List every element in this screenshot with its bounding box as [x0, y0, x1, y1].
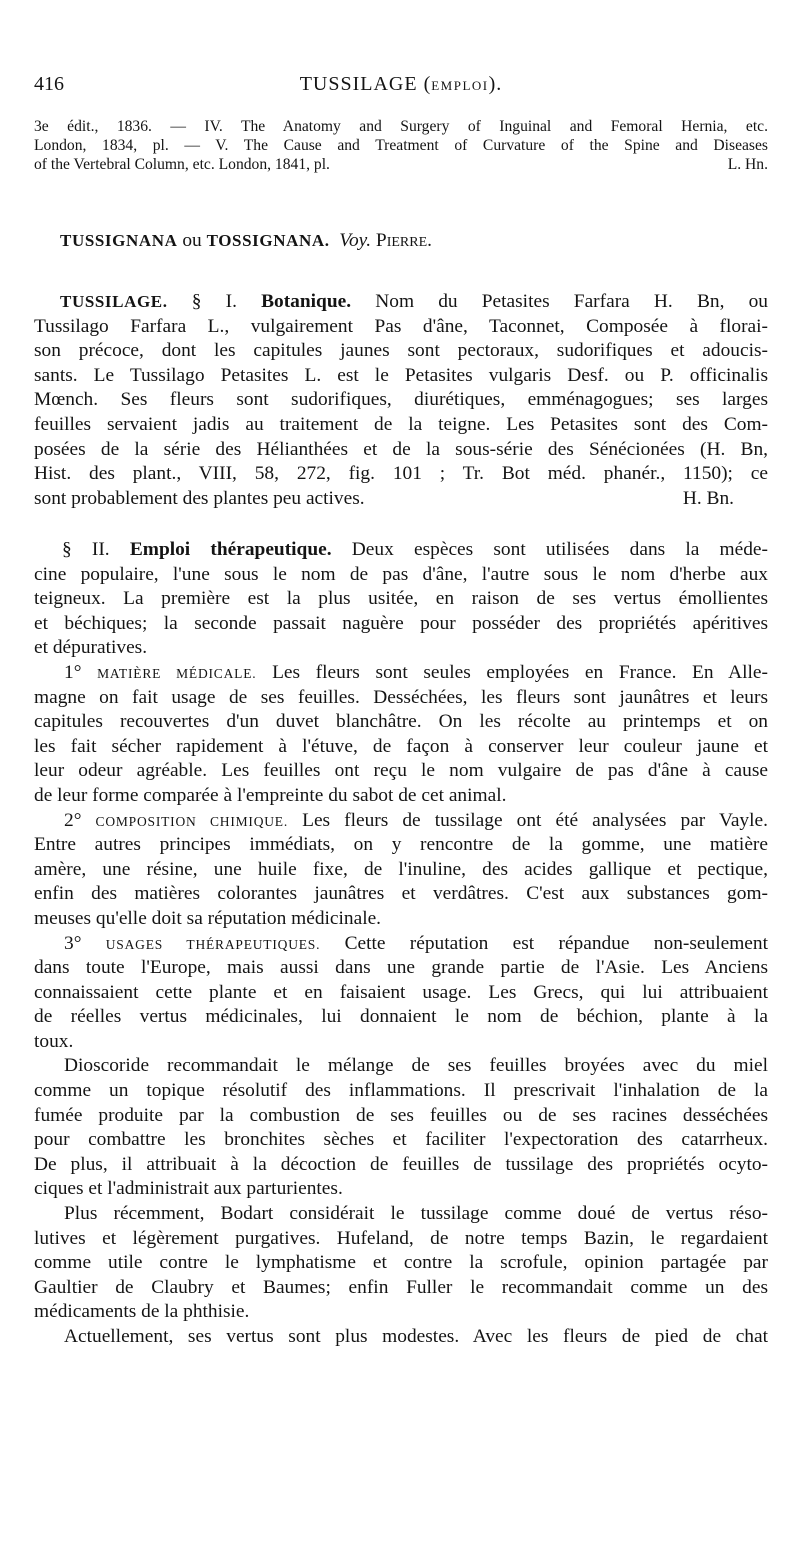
- subsection-composition: 2° COMPOSITION CHIMIQUE. Les fleurs de tussilage ont été analysées par Vayle.: [64, 809, 768, 831]
- signature: H. Bn.: [682, 487, 734, 509]
- entry-term: TUSSILAGE.: [60, 292, 168, 311]
- section-emploi: § II. Emploi thérapeutique. Deux espèces sont utilisées dans la méde- cine populaire, l'une sous le nom de pas d'âne, l'autre sous le nom d'herbe aux teigneux. La première est la plus usitée, en raison de ses vertus émollientes et béchiques; la seconde passait naguère pour posséder des propriétés apéritives et dépuratives. 1° MATIÈRE MÉDICALE. Les fleurs sont seules employées en France. En Alle- magne on fait usage de ses feuilles. Desséchées, les fleurs sont jaunâtres et leurs capitules recouvertes d'un duvet blanchâtre. On les récolte au printemps et on les fait sécher rapidement à l'étuve, de façon à conserver leur couleur jaune et leur odeur agréable. Les feuilles ont reçu le nom vulgaire de pas d'âne à cause de leur forme comparée à l'empreinte du sabot de cet animal. 2° COMPOSITION CHIMIQUE. Les fleurs de tussilage ont été analysées par Vayle. Entre autres principes immédiats, on y rencontre de la gomme, une matière amère, une résine, une huile fixe, de l'inuline, des acides gallique et pectique, enfin des matières colorantes jaunâtres et verdâtres. C'est aux substances gom- meuses qu'elle doit sa réputation médicinale. 3° USAGES THÉRAPEUTIQUES. Cette réputation est répandue non-seulement dans toute l'Europe, mais aussi dans une grande partie de l'Asie. Les Anciens connaissaient cette plante et en faisaient usage. Les Grecs, qui lui attribuaient de réelles vertus médicinales, lui donnaient le nom de béchion, plante à la toux. Dioscoride recommandait le mélange de ses feuilles broyées avec du miel comme un topique résolutif des inflammations. Il prescrivait l'inhalation de la fumée produite par la combustion de ses feuilles ou de ses racines desséchées pour combattre les bronchites sèches et faciliter l'expectoration des catarrheux. De plus, il attribuait à la décoction de feuilles de tussilage des propriétés ocyto- ciques et l'administrait aux parturientes. Plus récemment, Bodart considérait le tussilage comme doué de vertus réso- lutives et légèrement purgatives. Hufeland, de notre temps Bazin, le regardaient comme utile contre le lymphatisme et contre la scrofule, opinion partagée par Gaultier de Claubry et Baumes; enfin Fuller le recommandait comme un des médicaments de la phthisie. Actuellement, ses vertus sont plus modestes. Avec les fleurs de pied de chat: [34, 538, 768, 1350]
- subsection-usages: 3° USAGES THÉRAPEUTIQUES. Cette réputation est répandue non-seulement: [64, 932, 768, 954]
- entry-term: TOSSIGNANA.: [206, 231, 330, 250]
- biblio-line: 3e édit., 1836. — IV. The Anatomy and Surgery of Inguinal and Femoral Hernia, etc.: [34, 118, 768, 135]
- entry-tussignana: TUSSIGNANA ou TOSSIGNANA. Voy. Pierre.: [60, 230, 432, 251]
- paragraph-dioscoride: Dioscoride recommandait le mélange de ses feuilles broyées avec du miel: [64, 1055, 768, 1077]
- running-title: TUSSILAGE (EMPLOI).: [299, 73, 503, 95]
- cross-reference: Pierre.: [375, 230, 432, 251]
- biblio-line: of the Vertebral Column, etc. London, 1841, pl. L. Hn.: [34, 155, 768, 173]
- entry-term: TUSSIGNANA: [60, 231, 178, 250]
- section-title: Emploi thérapeutique.: [129, 539, 332, 560]
- page-number: 416: [34, 73, 64, 95]
- section-title: Botanique.: [261, 291, 352, 312]
- paragraph-bodart: Plus récemment, Bodart considérait le tussilage comme doué de vertus réso-: [64, 1203, 768, 1225]
- entry-tussilage: TUSSILAGE. § I. Botanique. Nom du Petasites Farfara H. Bn, ou Tussilago Farfara L., vulgairement Pas d'âne, Taconnet, Composée à florai- son précoce, dont les capitules jaunes sont pectoraux, sudorifiques et adoucis- sants. Le Tussilago Petasites L. est le Petasites vulgaris Desf. ou P. officinalis Mœnch. Ses fleurs sont sudorifiques, diurétiques, emménagogues; ses larges feuilles servaient jadis au traitement de la teigne. Les Petasites sont des Com- posées de la série des Hélianthées et de la sous-série des Sénécionées (H. Bn, Hist. des plant., VIII, 58, 272, fig. 101 ; Tr. Bot méd. phanér., 1150); ce sont probablement des plantes peu actives. H. Bn.: [34, 290, 768, 511]
- subsection-matiere: 1° MATIÈRE MÉDICALE. Les fleurs sont seules employées en France. En Alle-: [64, 661, 768, 683]
- running-title-small: EMPLOI: [431, 78, 489, 93]
- biblio-line: London, 1834, pl. — V. The Cause and Treatment of Curvature of the Spine and Diseases: [34, 136, 768, 154]
- paragraph-actuellement: Actuellement, ses vertus sont plus modestes. Avec les fleurs de pied de chat: [64, 1326, 768, 1347]
- signature: L. Hn.: [727, 155, 768, 173]
- bibliography: [34, 118, 768, 174]
- page-header: [34, 72, 768, 100]
